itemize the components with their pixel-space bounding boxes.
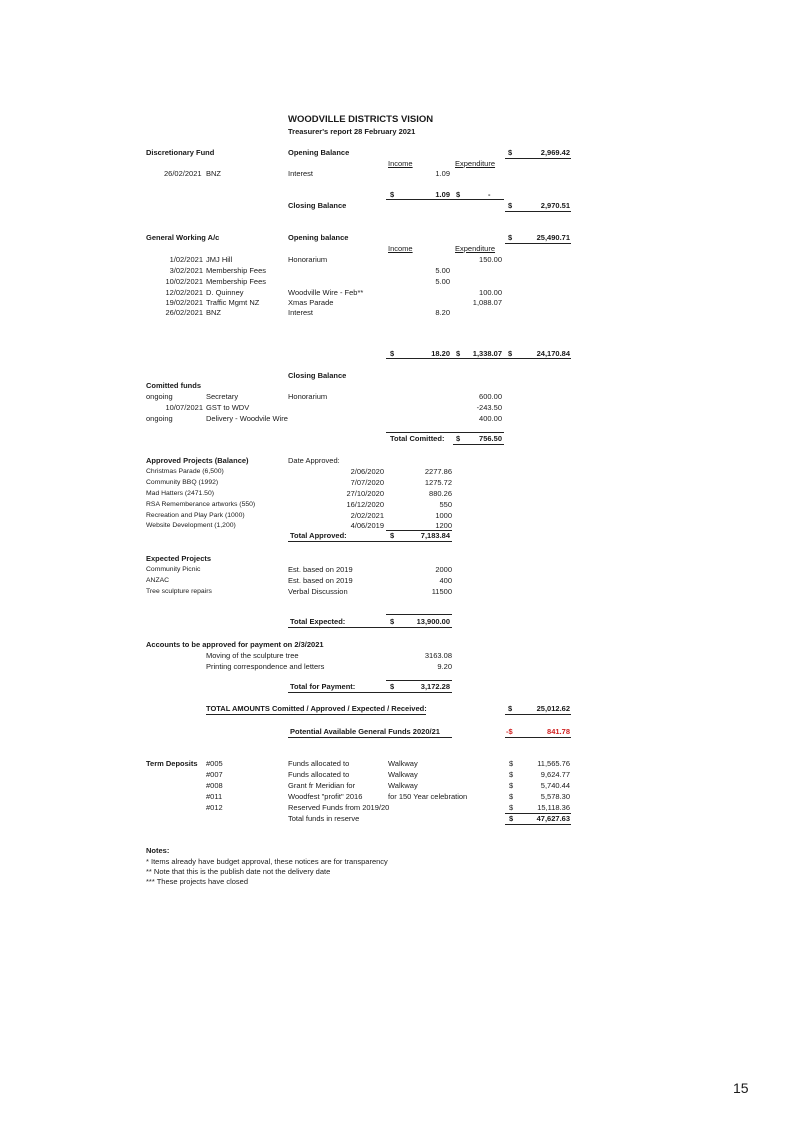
expected-project-name: Community Picnic: [146, 566, 201, 573]
approved-date-label: Date Approved:: [288, 456, 340, 465]
approved-project-value: 880.26: [429, 489, 452, 498]
approved-project-name: RSA Rememberance artworks (550): [146, 501, 256, 508]
general-row-date: 1/02/2021: [169, 255, 203, 264]
approved-project-value: 1275.72: [424, 478, 452, 487]
general-row-desc: Interest: [288, 308, 314, 317]
discretionary-row-desc: Interest: [288, 169, 314, 178]
total-amounts-value: 25,012.62: [536, 704, 570, 713]
underline: [505, 737, 571, 738]
committed-funds-label: Comitted funds: [146, 381, 201, 390]
general-row-desc: Honorarium: [288, 255, 328, 264]
discretionary-total-income: 1.09: [435, 190, 450, 199]
underline: [386, 358, 571, 359]
payments-total-label: Total for Payment:: [290, 682, 356, 691]
dollar-sign: $: [509, 770, 514, 779]
committed-row-who: GST to WDV: [206, 403, 250, 412]
note-item: *** These projects have closed: [146, 877, 249, 886]
dollar-sign: $: [508, 148, 513, 157]
notes-label: Notes:: [146, 846, 170, 855]
deposit-number: #011: [206, 792, 223, 801]
committed-total-label: Total Comitted:: [390, 434, 445, 443]
expected-project-value: 2000: [435, 565, 452, 574]
approved-project-date: 2/02/2021: [350, 511, 384, 520]
report-subtitle: Treasurer's report 28 February 2021: [288, 127, 416, 136]
general-row-expense: 150.00: [479, 255, 502, 264]
discretionary-opening-value: 2,969.42: [540, 148, 570, 157]
general-opening-label: Opening balance: [288, 233, 349, 242]
term-deposits-label: Term Deposits: [146, 759, 198, 768]
payment-value: 9.20: [437, 662, 452, 671]
potential-funds-value: 841.78: [547, 727, 570, 736]
underline: [453, 444, 504, 445]
committed-row-who: Secretary: [206, 392, 239, 401]
deposit-desc: Grant fr Meridian for: [288, 781, 356, 790]
approved-project-name: Recreation and Play Park (1000): [146, 512, 245, 519]
general-row-income: 5.00: [435, 266, 450, 275]
dollar-sign: $: [509, 781, 514, 790]
deposits-total-label: Total funds in reserve: [288, 814, 360, 823]
committed-row-date: ongoing: [146, 414, 173, 423]
general-row-date: 19/02/2021: [165, 298, 203, 307]
deposit-value: 5,740.44: [540, 781, 570, 790]
deposit-number: #007: [206, 770, 223, 779]
general-row-who: D. Quinney: [206, 288, 244, 297]
general-total-income: 18.20: [431, 349, 450, 358]
discretionary-opening-label: Opening Balance: [288, 148, 350, 157]
deposits-total-value: 47,627.63: [536, 814, 570, 823]
general-row-expense: 1,088.07: [472, 298, 502, 307]
expected-project-basis: Verbal Discussion: [288, 587, 348, 596]
expected-project-value: 400: [439, 576, 452, 585]
committed-row-value: 400.00: [479, 414, 502, 423]
underline: [505, 211, 571, 212]
general-total-balance: 24,170.84: [536, 349, 570, 358]
expected-project-name: Tree sculpture repairs: [146, 588, 212, 595]
dollar-sign: $: [508, 233, 513, 242]
approved-project-name: Community BBQ (1992): [146, 479, 219, 486]
dash: -: [488, 190, 491, 199]
dollar-sign: $: [509, 792, 514, 801]
underline: [505, 243, 571, 244]
general-closing-label: Closing Balance: [288, 371, 347, 380]
total-amounts-label: TOTAL AMOUNTS Comitted / Approved / Expected / Received:: [206, 704, 427, 713]
deposit-note: Walkway: [388, 759, 418, 768]
general-total-expense: 1,338.07: [472, 349, 502, 358]
approved-project-date: 16/12/2020: [346, 500, 384, 509]
general-row-date: 12/02/2021: [165, 288, 203, 297]
dollar-sign: $: [456, 349, 461, 358]
dollar-sign: $: [390, 531, 395, 540]
general-opening-value: 25,490.71: [536, 233, 570, 242]
deposit-number: #005: [206, 759, 223, 768]
discretionary-row-who: BNZ: [206, 169, 221, 178]
deposit-value: 11,565.76: [537, 759, 570, 768]
income-header: Income: [388, 159, 413, 168]
approved-project-value: 2277.86: [424, 467, 452, 476]
discretionary-fund-label: Discretionary Fund: [146, 148, 215, 157]
expected-project-value: 11500: [431, 587, 452, 596]
expected-project-basis: Est. based on 2019: [288, 565, 353, 574]
payment-desc: Printing correspondence and letters: [206, 662, 325, 671]
committed-total-value: 756.50: [479, 434, 502, 443]
general-row-desc: Woodville Wire - Feb**: [288, 288, 364, 297]
deposit-desc: Funds allocated to: [288, 770, 350, 779]
payments-label: Accounts to be approved for payment on 2/3/2021: [146, 640, 324, 649]
general-row-date: 3/02/2021: [169, 266, 203, 275]
approved-project-name: Mad Hatters (2471.50): [146, 490, 215, 497]
underline: [288, 737, 452, 738]
approved-project-value: 1000: [435, 511, 452, 520]
discretionary-row-income: 1.09: [435, 169, 450, 178]
deposit-desc: Reserved Funds from 2019/20: [288, 803, 390, 812]
approved-total-label: Total Approved:: [290, 531, 347, 540]
general-row-who: Membership Fees: [206, 277, 267, 286]
expenditure-header: Expenditure: [455, 244, 496, 253]
underline: [505, 714, 571, 715]
report-title: WOODVILLE DISTRICTS VISION: [288, 114, 434, 125]
payment-desc: Moving of the sculpture tree: [206, 651, 299, 660]
dollar-sign: $: [390, 682, 395, 691]
discretionary-closing-value: 2,970.51: [540, 201, 570, 210]
underline: [288, 541, 452, 542]
dollar-sign: $: [508, 201, 513, 210]
payments-total-value: 3,172.28: [420, 682, 450, 691]
dollar-sign: $: [456, 190, 461, 199]
discretionary-row-date: 26/02/2021: [164, 169, 202, 178]
approved-project-date: 7/07/2020: [350, 478, 384, 487]
deposit-value: 9,624.77: [540, 770, 570, 779]
dollar-sign: $: [508, 704, 513, 713]
approved-project-value: 550: [439, 500, 452, 509]
expected-projects-label: Expected Projects: [146, 554, 212, 563]
committed-row-date: ongoing: [146, 392, 173, 401]
approved-project-name: Christmas Parade (6,500): [146, 468, 224, 475]
underline: [288, 692, 452, 693]
underline: [505, 824, 571, 825]
expected-project-name: ANZAC: [146, 577, 170, 584]
deposit-value: 15,118.36: [537, 803, 570, 812]
committed-row-date: 10/07/2021: [165, 403, 203, 412]
approved-projects-label: Approved Projects (Balance): [146, 456, 249, 465]
committed-row-value: 600.00: [479, 392, 502, 401]
underline: [206, 714, 426, 715]
approved-total-value: 7,183.84: [420, 531, 450, 540]
general-row-who: BNZ: [206, 308, 221, 317]
committed-row-desc: Honorarium: [288, 392, 328, 401]
underline: [386, 199, 504, 200]
general-row-income: 8.20: [435, 308, 450, 317]
approved-project-date: 2/06/2020: [350, 467, 384, 476]
deposit-number: #012: [206, 803, 223, 812]
general-account-label: General Working A/c: [146, 233, 220, 242]
page-number: 15: [733, 1080, 749, 1096]
deposit-desc: Funds allocated to: [288, 759, 350, 768]
dollar-sign: $: [508, 349, 513, 358]
note-item: ** Note that this is the publish date not the delivery date: [146, 867, 331, 876]
underline: [288, 627, 452, 628]
payment-value: 3163.08: [424, 651, 452, 660]
deposit-number: #008: [206, 781, 223, 790]
general-row-income: 5.00: [435, 277, 450, 286]
deposit-note: Walkway: [388, 781, 418, 790]
committed-row-who: Delivery - Woodvile Wire: [206, 414, 288, 423]
deposit-value: 5,578.30: [540, 792, 570, 801]
underline: [386, 614, 452, 615]
dollar-sign: $: [390, 617, 395, 626]
approved-project-date: 4/06/2019: [350, 521, 384, 530]
discretionary-closing-label: Closing Balance: [288, 201, 347, 210]
potential-funds-sign: -$: [506, 727, 513, 736]
dollar-sign: $: [390, 190, 395, 199]
note-item: * Items already have budget approval, these notices are for transparency: [146, 857, 388, 866]
deposit-desc: Woodfest "profit" 2016: [288, 792, 363, 801]
general-row-date: 10/02/2021: [165, 277, 203, 286]
underline: [386, 432, 504, 433]
dollar-sign: $: [509, 803, 514, 812]
approved-project-value: 1200: [435, 521, 452, 530]
deposit-note: Walkway: [388, 770, 418, 779]
deposit-note: for 150 Year celebration: [388, 792, 468, 801]
dollar-sign: $: [390, 349, 395, 358]
dollar-sign: $: [509, 814, 514, 823]
dollar-sign: $: [456, 434, 461, 443]
committed-row-value: -243.50: [476, 403, 502, 412]
potential-funds-label: Potential Available General Funds 2020/21: [290, 727, 440, 736]
expected-project-basis: Est. based on 2019: [288, 576, 353, 585]
general-row-date: 26/02/2021: [165, 308, 203, 317]
general-row-who: Membership Fees: [206, 266, 267, 275]
general-row-who: JMJ Hill: [206, 255, 233, 264]
dollar-sign: $: [509, 759, 514, 768]
approved-project-name: Website Development (1,200): [146, 522, 236, 529]
expected-total-value: 13,900.00: [416, 617, 450, 626]
underline: [505, 158, 571, 159]
general-row-desc: Xmas Parade: [288, 298, 334, 307]
expected-total-label: Total Expected:: [290, 617, 346, 626]
income-header: Income: [388, 244, 413, 253]
underline: [386, 680, 452, 681]
expenditure-header: Expenditure: [455, 159, 496, 168]
approved-project-date: 27/10/2020: [346, 489, 384, 498]
general-row-who: Traffic Mgmt NZ: [206, 298, 260, 307]
general-row-expense: 100.00: [479, 288, 502, 297]
